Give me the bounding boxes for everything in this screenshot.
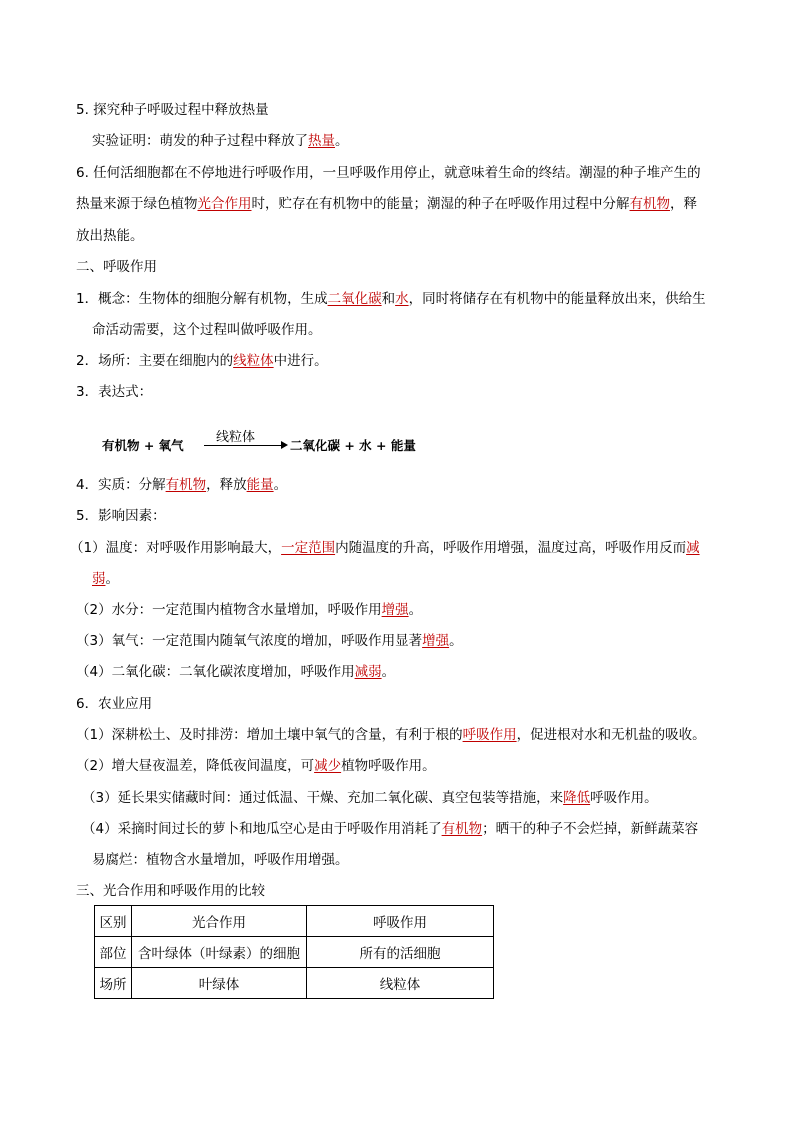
paragraph: （1）温度：对呼吸作用影响最大，一定范围内随温度的升高，呼吸作用增强，温度过高，呼吸作用反而减: [70, 540, 700, 556]
paragraph: 3．表达式：: [76, 384, 153, 400]
answer-text: 热量: [308, 133, 335, 149]
answer-text: 有机物: [165, 477, 207, 493]
answer-text: 二氧化碳: [327, 291, 382, 307]
paragraph: （2）水分：一定范围内植物含水量增加，呼吸作用增强。: [76, 602, 423, 618]
paragraph: 1．概念：生物体的细胞分解有机物，生成二氧化碳和水，同时将储存在有机物中的能量释放出来，供给生: [76, 291, 706, 307]
paragraph: 6. 任何活细胞都在不停地进行呼吸作用，一旦呼吸作用停止，就意味着生命的终结。潮湿的种子堆产生的: [76, 165, 701, 181]
paragraph: 实验证明：萌发的种子过程中释放了热量。: [92, 133, 349, 149]
section-heading: 三、光合作用和呼吸作用的比较: [76, 883, 265, 899]
table-cell: 光合作用: [132, 906, 307, 937]
table-cell: 叶绿体: [132, 968, 307, 999]
table-cell: 所有的活细胞: [307, 937, 494, 968]
answer-text: 减少: [314, 758, 342, 774]
equation-products: 二氧化碳 + 水 + 能量: [290, 438, 416, 453]
paragraph: 6．农业应用: [76, 696, 153, 712]
equation-reactants: 有机物 + 氧气: [102, 438, 184, 453]
paragraph: （4）二氧化碳：二氧化碳浓度增加，呼吸作用减弱。: [76, 664, 396, 680]
answer-text: 一定范围: [281, 540, 336, 556]
answer-text: 弱: [92, 571, 106, 587]
table-cell: 场所: [95, 968, 132, 999]
heading-experiment: 5. 探究种子呼吸过程中释放热量: [76, 102, 269, 118]
paragraph: 4．实质：分解有机物，释放能量。: [76, 477, 288, 493]
comparison-table: [94, 905, 494, 999]
respiration-equation: [102, 428, 442, 460]
answer-text: 线粒体: [233, 353, 274, 369]
paragraph: 5．影响因素：: [76, 508, 166, 524]
answer-text: 呼吸作用: [462, 727, 517, 743]
table-cell: 部位: [95, 937, 132, 968]
answer-text: 有机物: [441, 821, 483, 837]
equation-condition: 线粒体: [216, 430, 256, 445]
table-cell: 呼吸作用: [307, 906, 494, 937]
table-row: [95, 937, 494, 968]
answer-text: 增强: [422, 633, 450, 649]
paragraph: 热量来源于绿色植物光合作用时，贮存在有机物中的能量；潮湿的种子在呼吸作用过程中分解有机物，释: [76, 196, 697, 212]
table-row: [95, 968, 494, 999]
paragraph: （1）深耕松土、及时排涝：增加土壤中氧气的含量，有利于根的呼吸作用，促进根对水和无机盐的吸收。: [76, 727, 706, 743]
paragraph: （3）延长果实储藏时间：通过低温、干燥、充加二氧化碳、真空包装等措施，来降低呼吸作用。: [82, 790, 658, 806]
answer-text: 增强: [381, 602, 409, 618]
answer-text: 减弱: [354, 664, 382, 680]
table-cell: 区别: [95, 906, 132, 937]
answer-text: 降低: [563, 790, 591, 806]
table-row: [95, 906, 494, 937]
section-heading: 二、呼吸作用: [76, 259, 157, 275]
paragraph: 命活动需要，这个过程叫做呼吸作用。: [92, 322, 322, 338]
answer-text: 减: [686, 540, 700, 556]
answer-text: 光合作用: [197, 196, 252, 212]
paragraph: （4）采摘时间过长的萝卜和地瓜空心是由于呼吸作用消耗了有机物；晒干的种子不会烂掉，新鲜蔬菜容: [82, 821, 699, 837]
paragraph: （3）氧气：一定范围内随氧气浓度的增加，呼吸作用显著增强。: [76, 633, 463, 649]
paragraph: 2．场所：主要在细胞内的线粒体中进行。: [76, 353, 328, 369]
paragraph: 放出热能。: [76, 228, 144, 244]
paragraph: 易腐烂：植物含水量增加，呼吸作用增强。: [92, 852, 349, 868]
table-cell: 线粒体: [307, 968, 494, 999]
paragraph: （2）增大昼夜温差，降低夜间温度，可减少植物呼吸作用。: [76, 758, 436, 774]
answer-text: 水: [395, 291, 409, 307]
table-cell: 含叶绿体（叶绿素）的细胞: [132, 937, 307, 968]
paragraph: 弱。: [92, 571, 119, 587]
reaction-arrow-icon: [204, 445, 286, 446]
answer-text: 能量: [246, 477, 274, 493]
answer-text: 有机物: [629, 196, 670, 212]
